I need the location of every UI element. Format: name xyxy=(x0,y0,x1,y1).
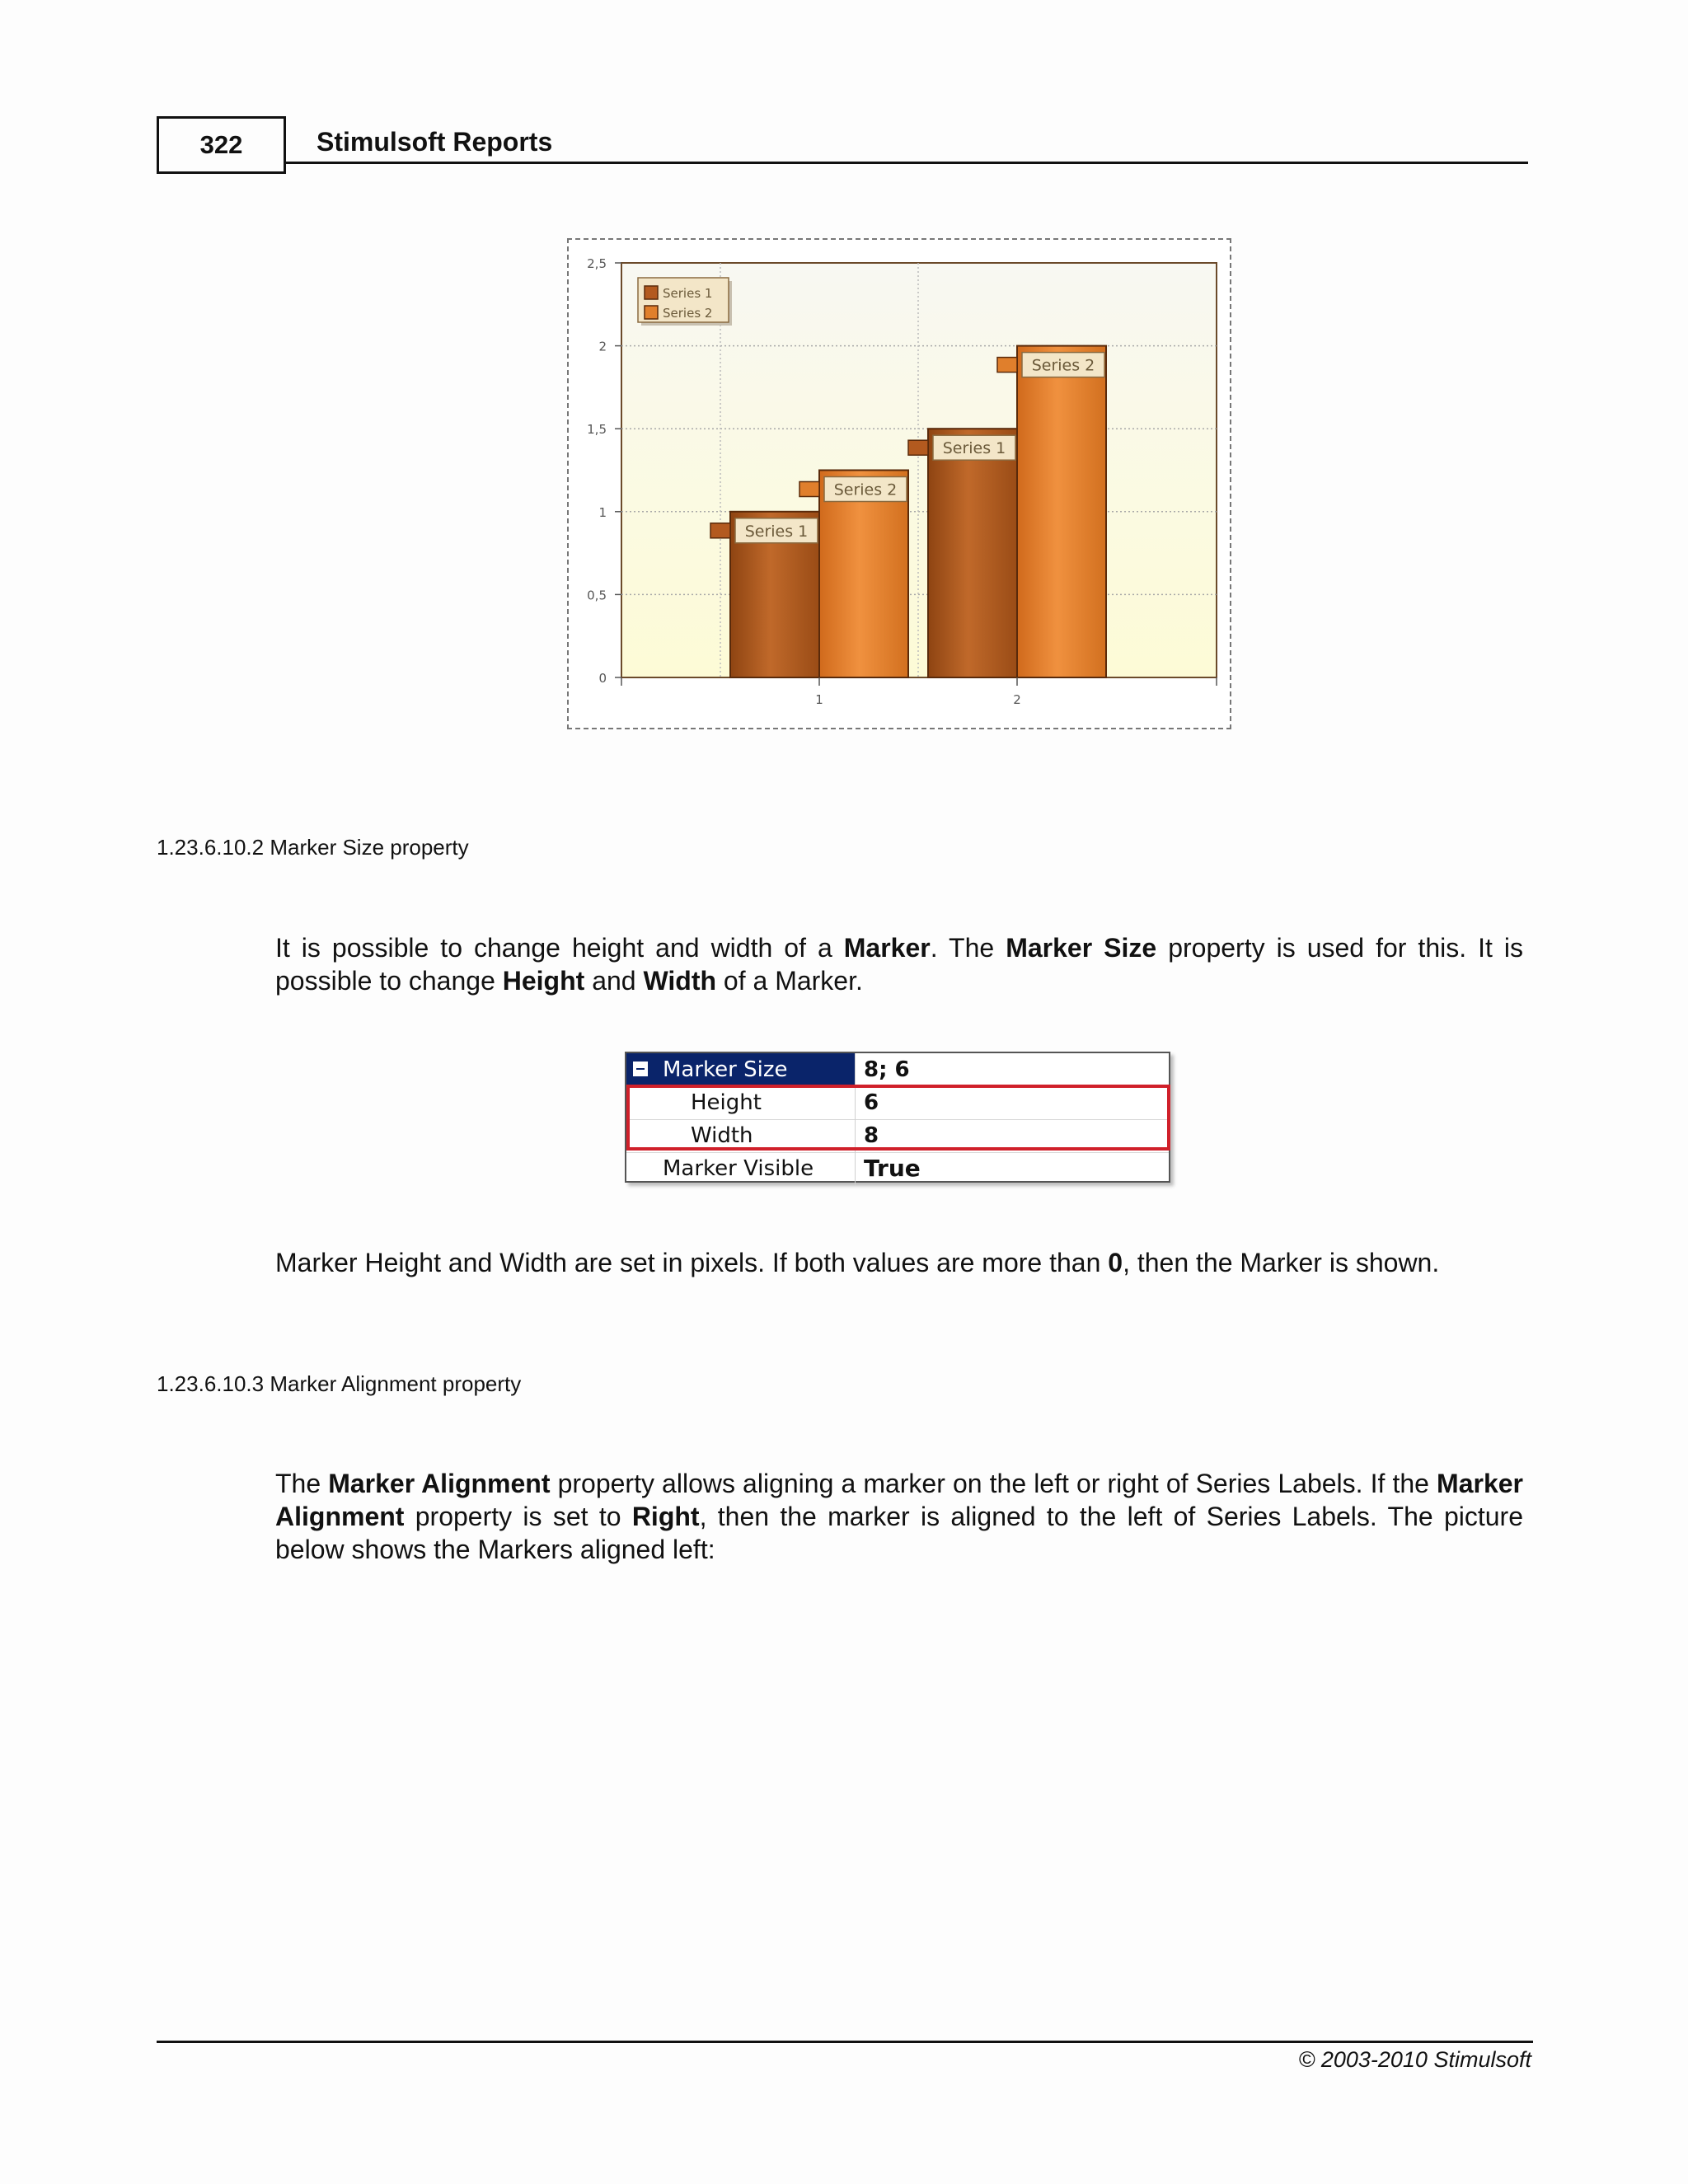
section-heading-marker-size: 1.23.6.10.2 Marker Size property xyxy=(157,835,469,860)
series-marker xyxy=(710,523,730,538)
series-marker xyxy=(997,358,1017,373)
y-tick-label: 2 xyxy=(598,339,607,354)
series-marker xyxy=(908,440,928,455)
bar xyxy=(928,429,1017,677)
y-tick-label: 0 xyxy=(598,671,607,686)
property-row-marker-visible[interactable] xyxy=(626,1152,1169,1185)
property-value[interactable]: 8; 6 xyxy=(864,1057,910,1082)
property-name: Height xyxy=(626,1086,856,1119)
series-marker xyxy=(799,482,819,497)
footer-divider xyxy=(157,2041,1533,2043)
chart-figure xyxy=(567,238,1231,729)
bar xyxy=(1017,346,1106,677)
data-label: Series 2 xyxy=(1031,356,1095,375)
data-label: Series 1 xyxy=(744,522,809,541)
property-name: Marker Visible xyxy=(626,1152,856,1185)
collapse-icon[interactable] xyxy=(633,1062,648,1076)
property-value[interactable]: 6 xyxy=(864,1090,879,1115)
legend-swatch xyxy=(645,286,658,299)
section-heading-marker-alignment: 1.23.6.10.3 Marker Alignment property xyxy=(157,1371,522,1396)
header-divider xyxy=(286,162,1528,164)
x-tick-label: 2 xyxy=(1013,692,1021,707)
property-name: Width xyxy=(626,1119,856,1152)
document-title: Stimulsoft Reports xyxy=(316,127,553,157)
legend-swatch xyxy=(645,306,658,319)
y-tick-label: 1 xyxy=(598,504,607,520)
paragraph-marker-size: It is possible to change height and width of a Marker. The Marker Size property is used for this. It is possible to change Height and Width of a Marker. xyxy=(275,933,1524,996)
page-number: 322 xyxy=(157,116,286,174)
y-tick-label: 2,5 xyxy=(587,256,607,271)
footer-copyright: © 2003-2010 Stimulsoft xyxy=(1298,2047,1531,2072)
paragraph-marker-alignment: The Marker Alignment property allows aligning a marker on the left or right of Series Labels. If the Marker Alignment property is set to Right, then the marker is aligned to the left of Series Labels. The picture below shows the Markers aligned left: xyxy=(275,1469,1524,1564)
property-row-marker-size[interactable] xyxy=(626,1053,1169,1087)
x-tick-label: 1 xyxy=(815,692,823,707)
paragraph-marker-pixels: Marker Height and Width are set in pixels. If both values are more than 0, then the Marker is shown. xyxy=(275,1248,1440,1277)
property-value[interactable]: 8 xyxy=(864,1123,879,1148)
data-label: Series 2 xyxy=(833,480,898,499)
highlight-box xyxy=(626,1085,1170,1151)
y-tick-label: 1,5 xyxy=(587,422,607,438)
legend-entry: Series 1 xyxy=(663,286,713,301)
legend-entry: Series 2 xyxy=(663,306,713,321)
property-name: Marker Size xyxy=(626,1053,856,1086)
bar-chart xyxy=(569,240,1230,728)
data-label: Series 1 xyxy=(942,439,1006,458)
y-tick-label: 0,5 xyxy=(587,588,607,603)
property-value[interactable]: True xyxy=(864,1155,921,1182)
